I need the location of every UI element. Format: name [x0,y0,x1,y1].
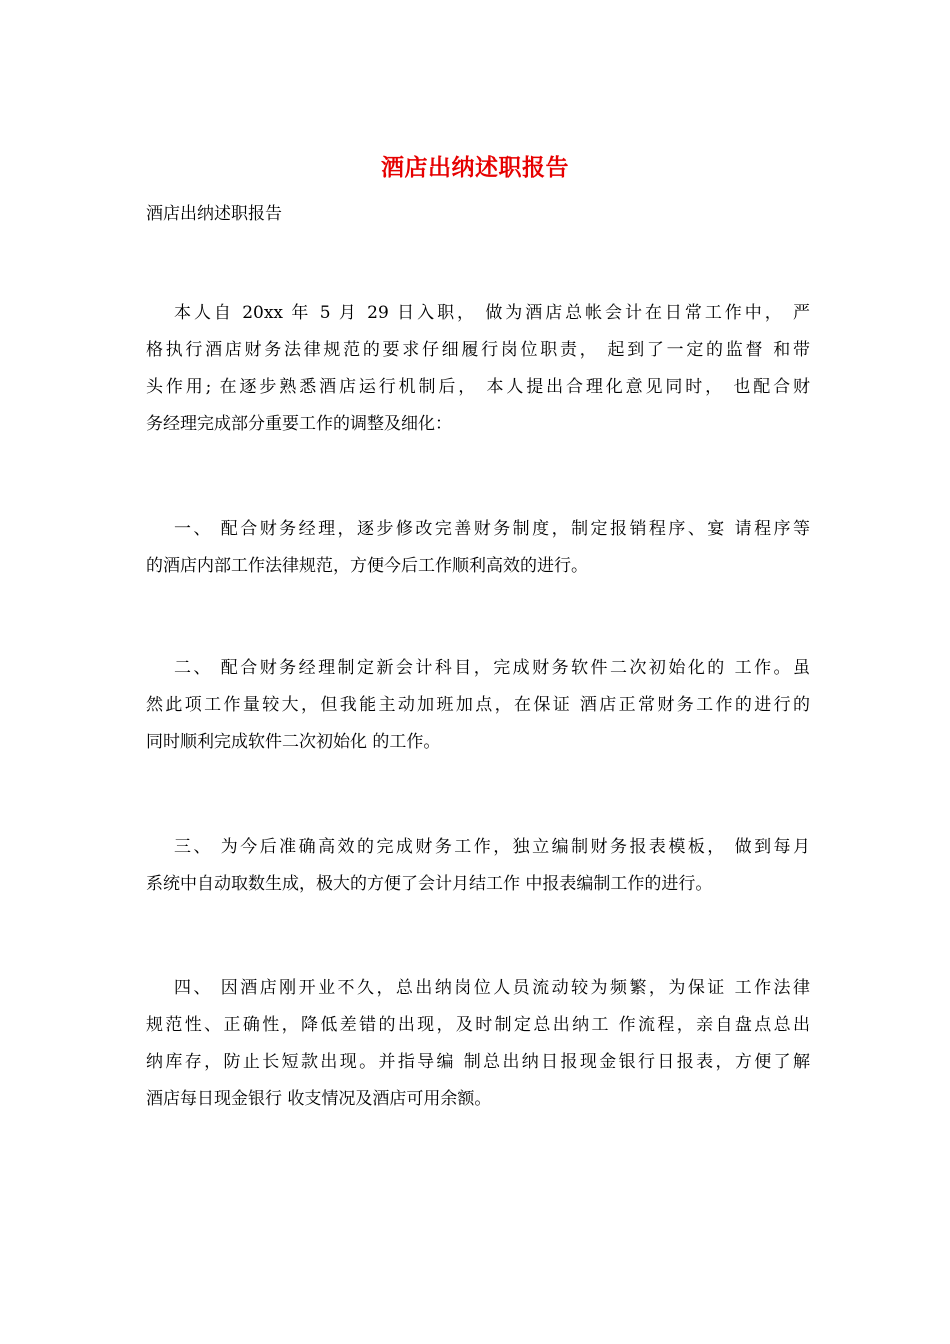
paragraph-item-4 [146,970,810,1118]
paragraph-line: 头作用; 在逐步熟悉酒店运行机制后， 本人提出合理化意见同时， 也配合财 [146,377,810,397]
paragraph-line: 酒店每日现金银行 收支情况及酒店可用余额。 [146,1089,492,1109]
paragraph-line: 务经理完成部分重要工作的调整及细化： [146,414,452,434]
paragraph-item-2 [146,650,810,761]
paragraph-item-3 [146,829,810,903]
paragraph-line: 二、 配合财务经理制定新会计科目，完成财务软件二次初始化的 工作。虽 [174,658,810,678]
paragraph-line: 四、 因酒店刚开业不久，总出纳岗位人员流动较为频繁，为保证 工作法律 [174,978,810,998]
paragraph-line: 格执行酒店财务法律规范的要求仔细履行岗位职责， 起到了一定的监督 和带 [146,340,810,360]
paragraph-intro [146,295,810,443]
paragraph-line: 系统中自动取数生成，极大的方便了会计月结工作 中报表编制工作的进行。 [146,874,713,894]
paragraph-line: 纳库存，防止长短款出现。并指导编 制总出纳日报现金银行日报表，方便了解 [146,1052,810,1072]
paragraph-line: 本人自 20xx 年 5 月 29 日入职， 做为酒店总帐会计在日常工作中， 严 [174,303,810,323]
document-subtitle: 酒店出纳述职报告 [146,204,282,224]
document-title: 酒店出纳述职报告 [381,154,569,181]
paragraph-line: 一、 配合财务经理，逐步修改完善财务制度，制定报销程序、宴 请程序等 [174,519,810,539]
paragraph-line: 同时顺利完成软件二次初始化 的工作。 [146,732,441,752]
paragraph-line: 三、 为今后准确高效的完成财务工作，独立编制财务报表模板， 做到每月 [174,837,810,857]
paragraph-line: 规范性、正确性，降低差错的出现，及时制定总出纳工 作流程，亲自盘点总出 [146,1015,810,1035]
paragraph-line: 的酒店内部工作法律规范，方便今后工作顺利高效的进行。 [146,556,588,576]
paragraph-line: 然此项工作量较大，但我能主动加班加点，在保证 酒店正常财务工作的进行的 [146,695,810,715]
paragraph-item-1 [146,511,810,585]
